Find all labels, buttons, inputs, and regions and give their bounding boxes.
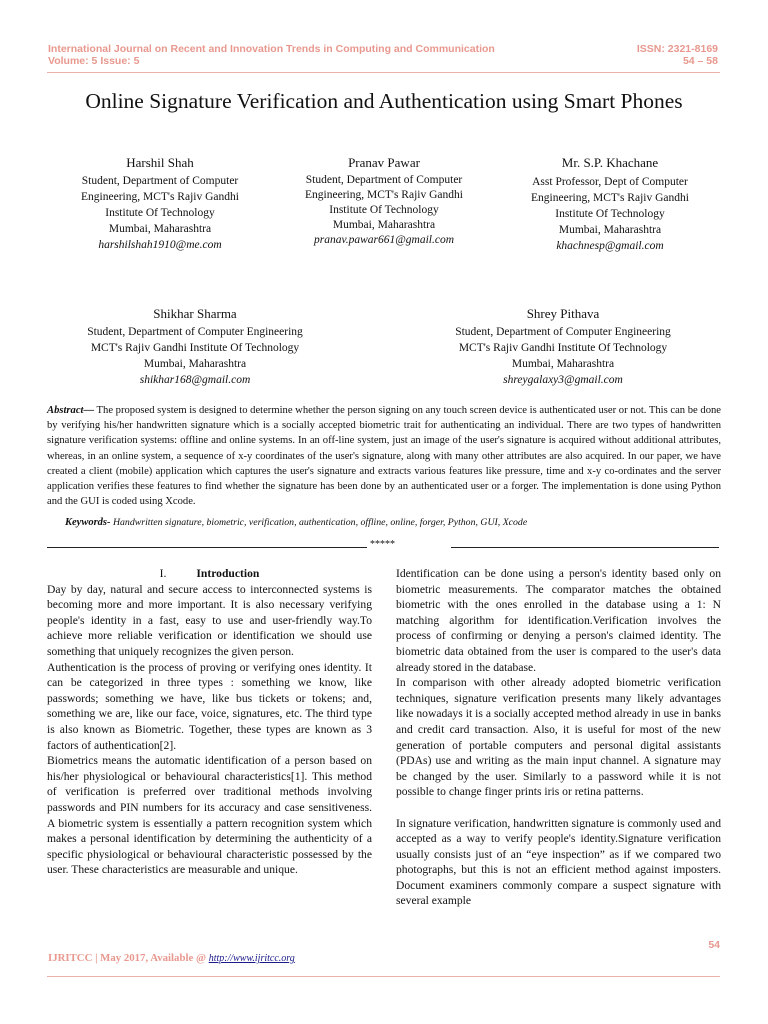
author-affiliation: Institute Of Technology: [329, 204, 439, 216]
author-affiliation: Engineering, MCT's Rajiv Gandhi: [81, 191, 239, 203]
author-name: Harshil Shah: [126, 155, 194, 170]
author-email: khachnesp@gmail.com: [556, 240, 664, 252]
author-affiliation: Student, Department of Computer Engineering: [455, 326, 671, 338]
author-block: [418, 305, 708, 388]
right-column: [396, 566, 721, 909]
author-name: Pranav Pawar: [348, 155, 420, 170]
page-number: 54: [708, 939, 720, 951]
journal-volume: Volume: 5 Issue: 5: [48, 55, 140, 67]
author-name: Mr. S.P. Khachane: [561, 155, 659, 170]
paragraph-gap: [396, 800, 721, 816]
author-email: harshilshah1910@me.com: [98, 239, 222, 251]
author-block: [60, 154, 260, 253]
author-block: [50, 305, 340, 388]
abstract: [47, 403, 721, 509]
paragraph: In signature verification, handwritten signature is commonly used and accepted as a way to verify people's identity.Signature verification usually consists just of an “eye inspection” as if we compared two photographs, but this is not an efficient method against imposters. Document examiners commonly compare a suspect signature with several example: [396, 816, 721, 908]
issn-header: [637, 43, 718, 67]
abstract-label: Abstract—: [47, 405, 95, 416]
footer-link[interactable]: http://www.ijritcc.org: [208, 953, 295, 964]
author-name: Shrey Pithava: [526, 306, 600, 321]
issn: ISSN: 2321-8169: [636, 43, 718, 55]
author-affiliation: Mumbai, Maharashtra: [108, 223, 212, 235]
journal-name: International Journal on Recent and Innovation Trends in Computing and Communication: [48, 43, 495, 55]
section-title: Introduction: [196, 567, 260, 580]
author-affiliation: Institute Of Technology: [105, 207, 215, 219]
paragraph: In comparison with other already adopted biometric verification techniques, signature verification presents many likely advantages like nowadays it is a socially accepted method already in use in banks and credit card transaction. Also, it is useful for most of the new generation of portable computers and personal digital assistants (PDAs) use and writing as the main input channel. A signature may be changed by the user. Similarly to a password while it is not possible to change finger prints iris or retina patterns.: [396, 676, 721, 799]
paragraph: Identification can be done using a person's identity based only on biometric measurements. The comparator matches the obtained biometric with the ones enrolled in the database using a 1: N matching algorithm for identification.Verification involves the process of confirming or denying a person's claimed identity. The biometric data obtained from the user is compared to the user's data already stored in the database.: [396, 567, 721, 674]
author-affiliation: Mumbai, Maharashtra: [558, 224, 662, 236]
left-column: [47, 566, 372, 878]
abstract-text: The proposed system is designed to determine whether the person signing on any touch screen device is authenticated user or not. This can be done by verifying his/her handwritten signature which is a socially accepted biometric trait for authenticating an individual. There are two types of handwritten signature verification systems: offline and online systems. In an off-line system, just an image of the user's signature is acquired without additional attributes, whereas, in an online system, a sequence of x-y coordinates of the user's signature, along with many other attributes are also acquired. In our paper, we have created a client (mobile) application which captures the user's signature and extracts various features like pressure, time and x-y co-ordinates and the server application verifies these features to find whether the signature has been done by an authenticated user or a forger. The implementation is done using Python and the GUI is coded using Xcode.: [47, 405, 721, 508]
author-email: shikhar168@gmail.com: [139, 374, 251, 386]
author-block: [510, 154, 710, 254]
author-affiliation: MCT's Rajiv Gandhi Institute Of Technology: [458, 342, 668, 354]
keywords: [65, 516, 527, 530]
author-email: pranav.pawar661@gmail.com: [313, 234, 455, 246]
author-affiliation: Mumbai, Maharashtra: [511, 358, 615, 370]
keywords-text: Handwritten signature, biometric, verification, authentication, offline, online, forger, Python, GUI, Xcode: [110, 517, 528, 528]
author-affiliation: Student, Department of Computer: [305, 174, 463, 186]
author-email: shreygalaxy3@gmail.com: [503, 374, 623, 386]
section-number: I.: [159, 567, 167, 580]
header-rule: [47, 72, 720, 73]
section-heading: [47, 566, 372, 582]
separator-line-left: [47, 547, 367, 548]
keywords-label: Keywords-: [65, 517, 111, 528]
paragraph: Authentication is the process of proving or verifying ones identity. It can be categorized in three types : something we know, like passwords; something we have, like bus tickets or tokens; and, something we are, like our face, voice, signatures, etc. The third type is also known as Biometric. Together, these types are known as 3 factors of authentication[2].: [47, 660, 372, 752]
author-affiliation: Student, Department of Computer: [81, 175, 239, 187]
page-range: 54 – 58: [682, 55, 718, 67]
author-affiliation: Student, Department of Computer Engineering: [87, 326, 303, 338]
author-affiliation: Engineering, MCT's Rajiv Gandhi: [305, 189, 463, 201]
journal-header: [48, 43, 495, 67]
author-affiliation: Mumbai, Maharashtra: [332, 219, 436, 231]
paper-title: Online Signature Verification and Authentication using Smart Phones: [85, 89, 683, 113]
section-separator: [47, 539, 719, 551]
separator-line-right: [451, 547, 719, 548]
author-affiliation: Mumbai, Maharashtra: [143, 358, 247, 370]
author-affiliation: Institute Of Technology: [555, 208, 665, 220]
author-affiliation: Engineering, MCT's Rajiv Gandhi: [531, 192, 689, 204]
separator-stars: *****: [370, 539, 395, 550]
author-affiliation: MCT's Rajiv Gandhi Institute Of Technology: [90, 342, 300, 354]
paragraph: Day by day, natural and secure access to interconnected systems is becoming more and more important. It is also necessary verifying people's identity in a fast, easy to use and user-friendly way.To achieve more reliable verification or identification we should use something that uniquely recognizes the given person.: [47, 582, 372, 658]
paragraph: Biometrics means the automatic identification of a person based on his/her physiological or behavioural characteristics[1]. This method of verification is preferred over traditional methods involving passwords and PIN numbers for its accuracy and case sensitiveness. A biometric system is essentially a pattern recognition system which makes a personal identification by determining the authenticity of a specific physiological or behavioural characteristic possessed by the user. These characteristics are measurable and unique.: [47, 754, 372, 877]
footer: [48, 952, 295, 964]
author-block: [284, 154, 484, 248]
footer-text: IJRITCC | May 2017, Available @: [48, 952, 209, 964]
author-name: Shikhar Sharma: [153, 306, 237, 321]
footer-rule: [47, 976, 720, 977]
author-affiliation: Asst Professor, Dept of Computer: [532, 176, 688, 188]
